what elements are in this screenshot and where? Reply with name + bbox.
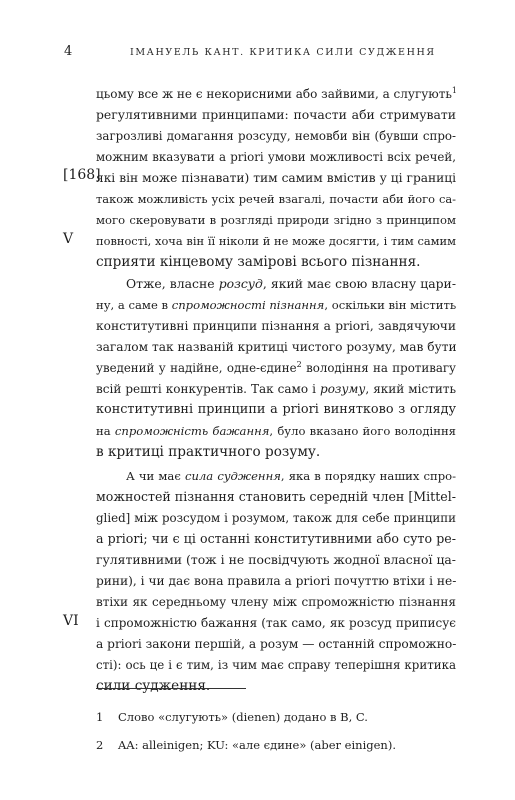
text-line: загрозливі домагання розсуду, немовби він (бувши спро-	[96, 129, 456, 143]
running-head: ІМАНУЕЛЬ КАНТ. КРИТИКА СИЛИ СУДЖЕННЯ	[130, 47, 436, 58]
text-line: уведений у надійне, одне-єдине$^2$ володіння на противагу	[96, 360, 456, 375]
text-line: мого скеровувати в розгляді природи згідно з принципом	[96, 213, 456, 227]
text-line: і спроможністю бажання (так само, як розсуд приписує	[96, 616, 456, 630]
margin-mark-168: [168]	[63, 167, 101, 183]
text-line: сприяти кінцевому замірові всього пізнання.	[96, 254, 421, 270]
footnote-ref-2: 2	[296, 360, 302, 370]
text-line: сили судження.	[96, 678, 211, 694]
text-line: А чи має сила судження, яка в порядку наших спро-	[126, 469, 457, 483]
text-line: конститутивні принципи a priori винятково з огляду	[96, 402, 456, 417]
text-line: також можливість усіх речей взагалі, почасти аби його са-	[96, 192, 456, 206]
text-line: рини), і чи дає вона правила a priori почуттю втіхи і не-	[96, 574, 457, 588]
footnote-number: 1	[96, 710, 104, 724]
footnote-ref-1: 1	[451, 86, 458, 95]
text-line: Отже, власне розсуд, який має свою власну цари-	[126, 276, 457, 291]
footnote-text: AA: alleinigen; KU: «але єдине» (aber einigen).	[118, 738, 396, 752]
margin-mark-v: V	[63, 231, 74, 247]
footnote-2	[96, 738, 396, 752]
text-line: гулятивними (тож і не посвідчують жодної власної ца-	[96, 552, 456, 567]
text-line: a priori закони першій, а розум — останній спроможно-	[96, 637, 457, 651]
text-line: загалом так названій критиці чистого розуму, мав бути	[96, 340, 457, 354]
text-line: можним вказувати a priori умови можливості всіх речей,	[96, 150, 456, 164]
text-line: glied] між розсудом і розумом, також для себе принципи	[96, 511, 456, 525]
page-number: 4	[64, 44, 73, 59]
footnote-number: 2	[96, 738, 104, 752]
text-line: регулятивними принципами: почасти аби стримувати	[96, 107, 456, 122]
footnote-divider	[96, 688, 246, 689]
text-line: a priori; чи є ці останні конститутивними або суто ре-	[96, 531, 456, 546]
text-line: які він може пізнавати) тим самим вмістив у ці границі	[96, 171, 456, 185]
text-line: сті): ось це і є тим, із чим має справу теперішня критика	[96, 658, 456, 672]
text-line: ну, а саме в спроможності пізнання, оскільки він містить	[96, 298, 457, 312]
text-line: на спроможність бажання, було вказано його володіння	[96, 424, 456, 438]
text-line: повності, хоча він її ніколи й не може досягти, і тим самим	[96, 234, 456, 248]
text-line: цьому все ж не є некорисними або зайвими, а слугують$^1$	[96, 86, 458, 101]
text-line: всій решті конкурентів. Так само і розуму, який містить	[96, 382, 457, 396]
footnote-text: Слово «слугують» (dienen) додано в B, C.	[118, 710, 368, 724]
margin-mark-vi: VI	[63, 613, 79, 629]
text-line: конститутивні принципи пізнання a priori, завдячуючи	[96, 319, 456, 333]
text-line: втіхи як середньому члену між спроможністю пізнання	[96, 595, 456, 609]
text-line: можностей пізнання становить середній член [Mittel-	[96, 489, 457, 504]
footnote-1	[96, 710, 368, 724]
text-line: в критиці практичного розуму.	[96, 444, 321, 460]
